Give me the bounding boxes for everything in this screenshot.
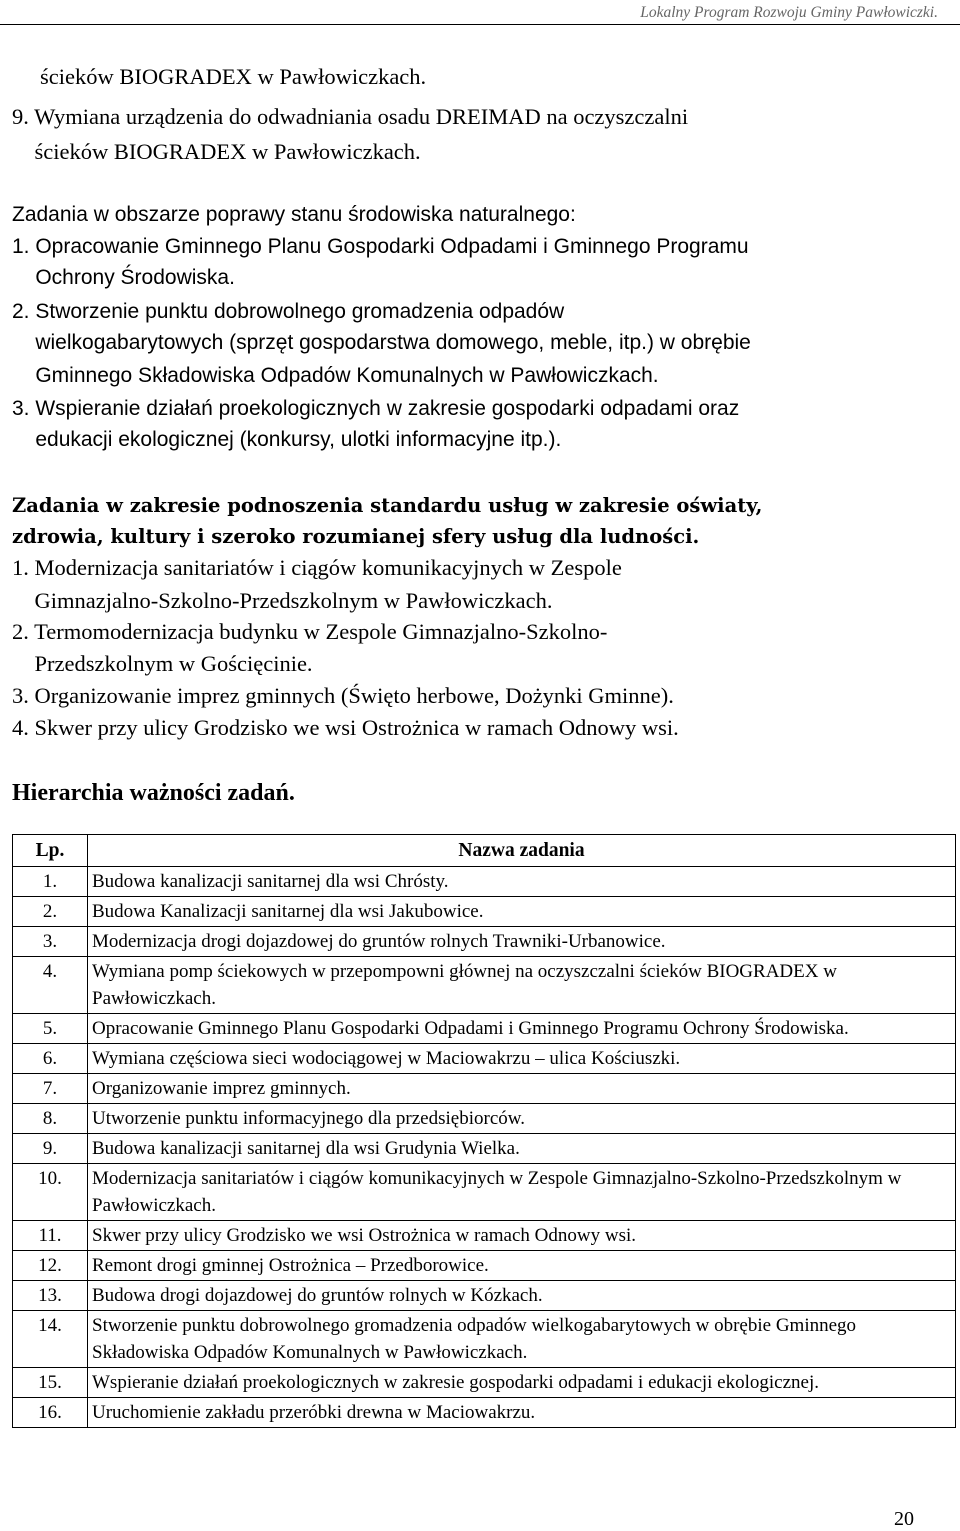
table-row (13, 1368, 956, 1398)
row-lp: 13. (13, 1281, 88, 1311)
row-name: Organizowanie imprez gminnych. (88, 1074, 956, 1104)
row-name: Wymiana pomp ściekowych w przepompowni głównej na oczyszczalni ścieków BIOGRADEX w Pawłowiczkach. (88, 957, 956, 1014)
intro-line: ścieków BIOGRADEX w Pawłowiczkach. (12, 139, 421, 164)
section-item-line: 4. Skwer przy ulicy Grodzisko we wsi Ostrożnica w ramach Odnowy wsi. (12, 715, 679, 740)
row-lp: 9. (13, 1134, 88, 1164)
section-heading-line: zdrowia, kultury i szeroko rozumianej sfery usług dla ludności. (12, 525, 700, 548)
row-lp: 7. (13, 1074, 88, 1104)
table-row (13, 1221, 956, 1251)
header-title: Lokalny Program Rozwoju Gminy Pawłowiczki. (640, 4, 938, 21)
table-row (13, 867, 956, 897)
section-heading-line: Zadania w zakresie podnoszenia standardu usług w zakresie oświaty, (12, 494, 763, 517)
table-header-row (13, 835, 956, 867)
section-item-line: edukacji ekologicznej (konkursy, ulotki informacyjne itp.). (12, 428, 562, 451)
section-item-line: wielkogabarytowych (sprzęt gospodarstwa domowego, meble, itp.) w obrębie (12, 331, 751, 354)
row-lp: 1. (13, 867, 88, 897)
row-name: Budowa Kanalizacji sanitarnej dla wsi Jakubowice. (88, 897, 956, 927)
table-row (13, 957, 956, 1014)
row-lp: 6. (13, 1044, 88, 1074)
hierarchy-table (12, 834, 956, 1428)
hierarchy-heading: Hierarchia ważności zadań. (12, 780, 295, 806)
row-name: Modernizacja sanitariatów i ciągów komunikacyjnych w Zespole Gimnazjalno-Szkolno-Przedszkolnym w Pawłowiczkach. (88, 1164, 956, 1221)
row-name: Uruchomienie zakładu przeróbki drewna w Maciowakrzu. (88, 1398, 956, 1428)
row-name: Budowa kanalizacji sanitarnej dla wsi Chrósty. (88, 867, 956, 897)
row-name: Wymiana częściowa sieci wodociągowej w Maciowakrzu – ulica Kościuszki. (88, 1044, 956, 1074)
section-item-line: 3. Wspieranie działań proekologicznych w zakresie gospodarki odpadami oraz (12, 397, 740, 420)
section-item-line: 3. Organizowanie imprez gminnych (Święto herbowe, Dożynki Gminne). (12, 683, 674, 708)
section-item-line: 1. Opracowanie Gminnego Planu Gospodarki Odpadami i Gminnego Programu (12, 235, 749, 258)
row-lp: 2. (13, 897, 88, 927)
row-name: Wspieranie działań proekologicznych w zakresie gospodarki odpadami i edukacji ekologicznej. (88, 1368, 956, 1398)
column-header-lp: Lp. (13, 835, 88, 867)
row-name: Budowa drogi dojazdowej do gruntów rolnych w Kózkach. (88, 1281, 956, 1311)
row-lp: 11. (13, 1221, 88, 1251)
row-lp: 3. (13, 927, 88, 957)
row-lp: 10. (13, 1164, 88, 1221)
section-item-line: Gminnego Składowiska Odpadów Komunalnych w Pawłowiczkach. (12, 364, 659, 387)
table-row (13, 1134, 956, 1164)
row-name: Remont drogi gminnej Ostrożnica – Przedborowice. (88, 1251, 956, 1281)
table-row (13, 1281, 956, 1311)
row-lp: 16. (13, 1398, 88, 1428)
page-header (0, 4, 960, 25)
row-name: Budowa kanalizacji sanitarnej dla wsi Grudynia Wielka. (88, 1134, 956, 1164)
table-row (13, 1311, 956, 1368)
section-item-line: 2. Stworzenie punktu dobrowolnego gromadzenia odpadów (12, 300, 565, 323)
table-row (13, 1398, 956, 1428)
table-row (13, 1104, 956, 1134)
row-name: Modernizacja drogi dojazdowej do gruntów rolnych Trawniki-Urbanowice. (88, 927, 956, 957)
table-row (13, 1044, 956, 1074)
table-row (13, 927, 956, 957)
intro-line: ścieków BIOGRADEX w Pawłowiczkach. (40, 64, 427, 89)
row-name: Opracowanie Gminnego Planu Gospodarki Odpadami i Gminnego Programu Ochrony Środowiska. (88, 1014, 956, 1044)
row-lp: 15. (13, 1368, 88, 1398)
row-name: Utworzenie punktu informacyjnego dla przedsiębiorców. (88, 1104, 956, 1134)
section-item-line: Przedszkolnym w Gościęcinie. (12, 651, 313, 676)
section-item-line: 1. Modernizacja sanitariatów i ciągów komunikacyjnych w Zespole (12, 555, 622, 580)
row-lp: 8. (13, 1104, 88, 1134)
table-row (13, 1014, 956, 1044)
section-item-line: Gimnazjalno-Szkolno-Przedszkolnym w Pawłowiczkach. (12, 588, 553, 613)
row-lp: 14. (13, 1311, 88, 1368)
intro-line: 9. Wymiana urządzenia do odwadniania osadu DREIMAD na oczyszczalni (12, 104, 689, 129)
row-lp: 4. (13, 957, 88, 1014)
section-item-line: 2. Termomodernizacja budynku w Zespole Gimnazjalno-Szkolno- (12, 619, 608, 644)
row-lp: 12. (13, 1251, 88, 1281)
row-name: Stworzenie punktu dobrowolnego gromadzenia odpadów wielkogabarytowych w obrębie Gminnego Składowiska Odpadów Komunalnych w Pawłowiczkach. (88, 1311, 956, 1368)
table-row (13, 1074, 956, 1104)
column-header-name: Nazwa zadania (88, 835, 956, 867)
section-heading: Zadania w obszarze poprawy stanu środowiska naturalnego: (12, 203, 576, 226)
row-lp: 5. (13, 1014, 88, 1044)
row-name: Skwer przy ulicy Grodzisko we wsi Ostrożnica w ramach Odnowy wsi. (88, 1221, 956, 1251)
table-row (13, 897, 956, 927)
table-row (13, 1251, 956, 1281)
page-number: 20 (894, 1508, 914, 1530)
table-row (13, 1164, 956, 1221)
section-item-line: Ochrony Środowiska. (12, 266, 235, 289)
